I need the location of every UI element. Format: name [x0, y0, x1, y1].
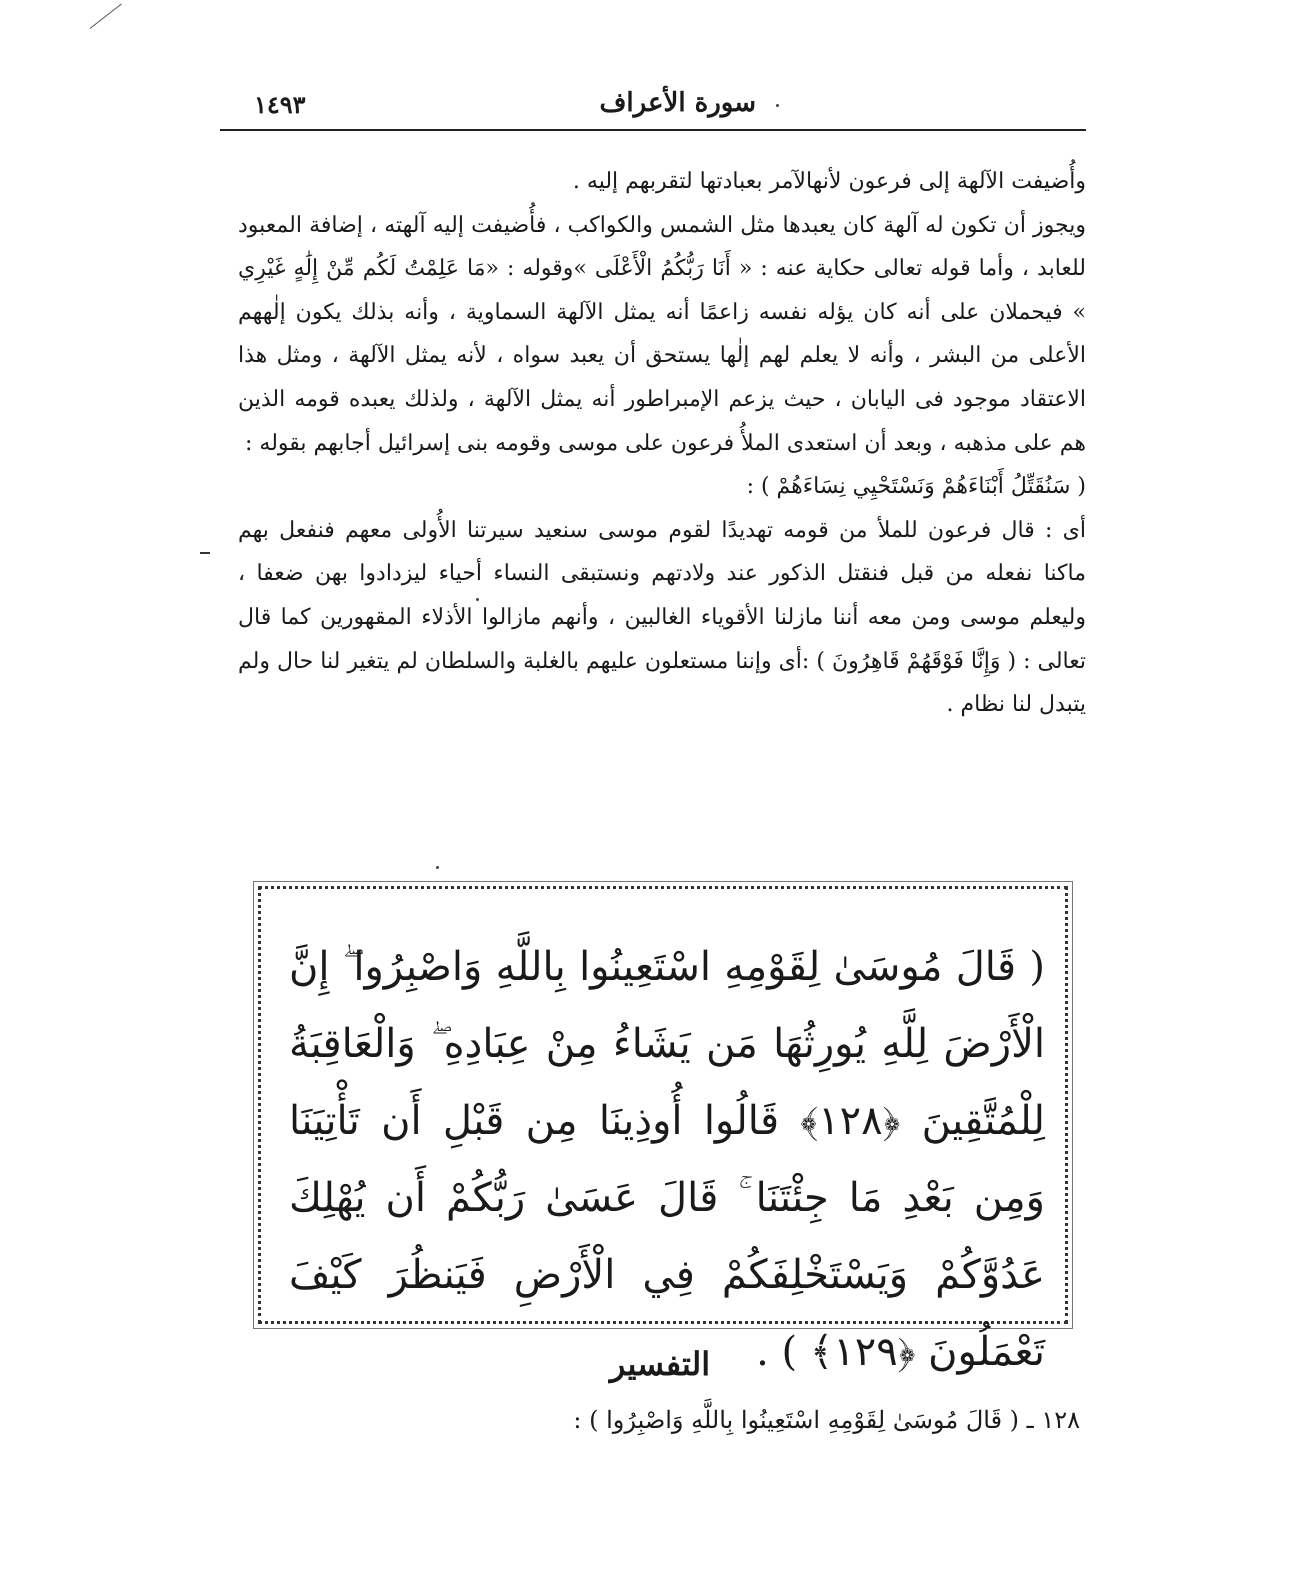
body-text	[238, 160, 1086, 727]
speck	[436, 866, 439, 869]
section-heading: التفسير	[609, 1345, 711, 1383]
speck	[476, 598, 479, 601]
speck	[776, 104, 779, 107]
header-divider	[220, 129, 1086, 131]
paragraph-1: وأُضيفت الآلهة إلى فرعون لأنهالآمر بعبادتها لتقربهم إليه .	[572, 169, 1086, 194]
stray-mark	[200, 552, 210, 554]
quoted-verse: ( سَنُقَتِّلُ أَبْنَاءَهُمْ وَنَسْتَحْيِي نِسَاءَهُمْ ) :	[746, 474, 1086, 500]
quran-verse-text: ( قَالَ مُوسَىٰ لِقَوْمِهِ اسْتَعِينُوا بِاللَّهِ وَاصْبِرُوا ۖ إِنَّ الْأَرْضَ لِلَّهِ يُورِثُهَا مَن يَشَاءُ مِنْ عِبَادِهِ ۖ وَالْعَاقِبَةُ لِلْمُتَّقِينَ ﴿١٢٨﴾ قَالُوا أُوذِينَا مِن قَبْلِ أَن تَأْتِيَنَا وَمِن بَعْدِ مَا جِئْتَنَا ۚ قَالَ عَسَىٰ رَبُّكُمْ أَن يُهْلِكَ عَدُوَّكُمْ وَيَسْتَخْلِفَكُمْ فِي الْأَرْضِ فَيَنظُرَ كَيْفَ تَعْمَلُونَ ﴿١٢٩﴾ ) .	[289, 944, 1045, 1375]
page-number: ١٤٩٣	[254, 90, 306, 119]
verse-reference: ١٢٨ ـ ( قَالَ مُوسَىٰ لِقَوْمِهِ اسْتَعِينُوا بِاللَّهِ وَاصْبِرُوا ) :	[573, 1406, 1080, 1434]
surah-title: سورة الأعراف	[599, 88, 756, 118]
page-header	[220, 88, 1086, 128]
paragraph-2: ويجوز أن تكون له آلهة كان يعبدها مثل الشمس والكواكب ، فأُضيفت إليه آلهته ، إضافة المعبود للعابد ، وأما قوله تعالى حكاية عنه : « أَنَا رَبُّكُمُ الْأَعْلَى »وقوله : «مَا عَلِمْتُ لَكُم مِّنْ إِلَٰهٍ غَيْرِي » فيحملان على أنه كان يؤله نفسه زاعمًا أنه يمثل الآلهة السماوية ، وأنه بذلك يكون إلٰههم الأعلى من البشر ، وأنه لا يعلم لهم إلٰها يستحق أن يعبد سواه ، لأنه يمثل الآلهة ، ومثل هذا الاعتقاد موجود فى اليابان ، حيث يزعم الإمبراطور أنه يمثل الآلهة ، ولذلك يعبده قومه الذين هم على مذهبه ، وبعد أن استعدى الملأُ فرعون على موسى وقومه بنى إسرائيل أجابهم بقوله :	[238, 212, 1086, 456]
paragraph-3: أى : قال فرعون للملأ من قومه تهديدًا لقوم موسى سنعيد سيرتنا الأُولى معهم فنفعل بهم ماكنا نفعله من قبل فنقتل الذكور عند ولادتهم ونستبقى النساء أحياء ليزدادوا بهن ضعفا ، وليعلم موسى ومن معه أننا مازلنا الأقوياء الغالبين ، وأنهم مازالوا الأذلاء المقهورين كما قال تعالى : ( وَإِنَّا فَوْقَهُمْ قَاهِرُونَ ) :أى وإننا مستعلون عليهم بالغلبة والسلطان لم يتغير لنا حال ولم يتبدل لنا نظام .	[238, 517, 1086, 718]
stray-pen-mark	[90, 3, 122, 28]
